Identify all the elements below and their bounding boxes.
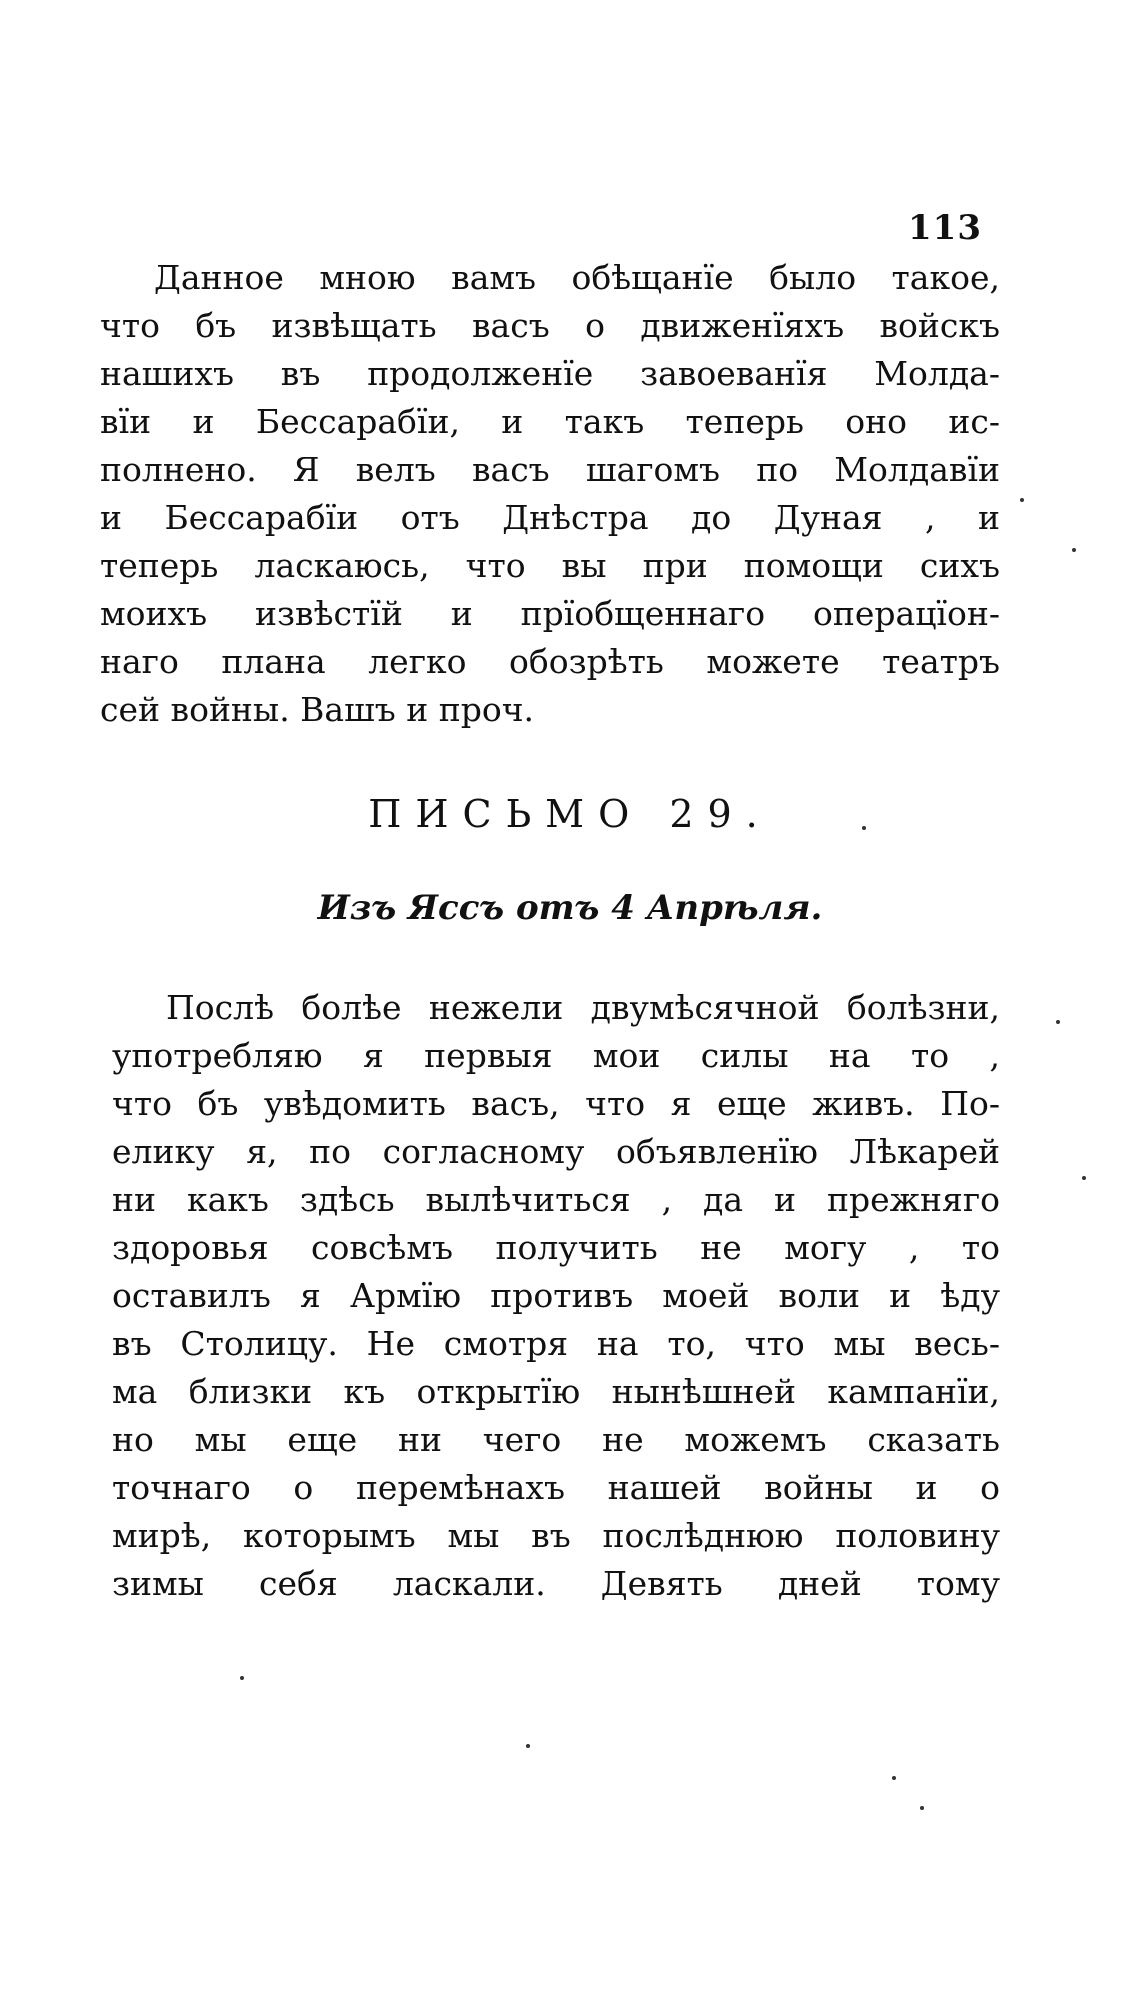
scan-speck [240, 1676, 244, 1680]
scan-speck [920, 1806, 924, 1810]
text-line: зимы себя ласкали. Девять дней тому [112, 1564, 1000, 1603]
text-line: сей войны. Вашъ и проч. [100, 690, 535, 729]
text-line: употребляю я первыя мои силы на то , [112, 1036, 1000, 1075]
text-line: моихъ извѣстїй и прїобщеннаго операцїон- [100, 594, 1000, 633]
text-line: и Бессарабїи отъ Днѣстра до Дуная , и [100, 498, 1000, 537]
text-line: что бъ извѣщать васъ о движенїяхъ войскъ [100, 306, 1000, 345]
letter-title: ПИСЬМО 29. [368, 792, 772, 836]
text-line: теперь ласкаюсь, что вы при помощи сихъ [100, 546, 1000, 585]
text-line: Данное мною вамъ обѣщанїе было такое, [154, 258, 1000, 297]
scan-speck [1020, 498, 1024, 502]
text-line: вїи и Бессарабїи, и такъ теперь оно ис- [100, 402, 1000, 441]
text-line: что бъ увѣдомить васъ, что я еще живъ. По- [112, 1084, 1000, 1123]
scan-speck [1082, 1176, 1086, 1180]
text-line: нашихъ въ продолженїе завоеванїя Молда- [100, 354, 1000, 393]
scan-speck [1072, 548, 1076, 552]
text-line: ма близки къ открытїю нынѣшней кампанїи, [112, 1372, 1000, 1411]
text-line: Послѣ болѣе нежели двумѣсячной болѣзни, [166, 988, 1000, 1027]
text-line: точнаго о перемѣнахъ нашей войны и о [112, 1468, 1000, 1507]
text-line: наго плана легко обозрѣть можете театръ [100, 642, 1000, 681]
paragraph-first [100, 254, 1000, 734]
page-number: 113 [908, 208, 982, 248]
scan-speck [526, 1744, 530, 1748]
text-line: здоровья совсѣмъ получить не могу , то [112, 1228, 1000, 1267]
text-line: полнено. Я велъ васъ шагомъ по Молдавїи [100, 450, 1000, 489]
scan-speck [1056, 1020, 1060, 1024]
text-line: но мы еще ни чего не можемъ сказать [112, 1420, 1000, 1459]
text-line: елику я, по согласному объявленїю Лѣкарей [112, 1132, 1000, 1171]
scan-speck [862, 826, 866, 830]
letter-dateline: Изъ Яссъ отъ 4 Апрѣля. [317, 888, 823, 928]
text-line: въ Столицу. Не смотря на то, что мы весь- [112, 1324, 1000, 1363]
text-line: ни какъ здѣсь вылѣчиться , да и прежняго [112, 1180, 1000, 1219]
text-line: мирѣ, которымъ мы въ послѣднюю половину [112, 1516, 1000, 1555]
scan-speck [892, 1776, 896, 1780]
text-line: оставилъ я Армїю противъ моей воли и ѣду [112, 1276, 1000, 1315]
paragraph-second [112, 984, 1000, 1608]
